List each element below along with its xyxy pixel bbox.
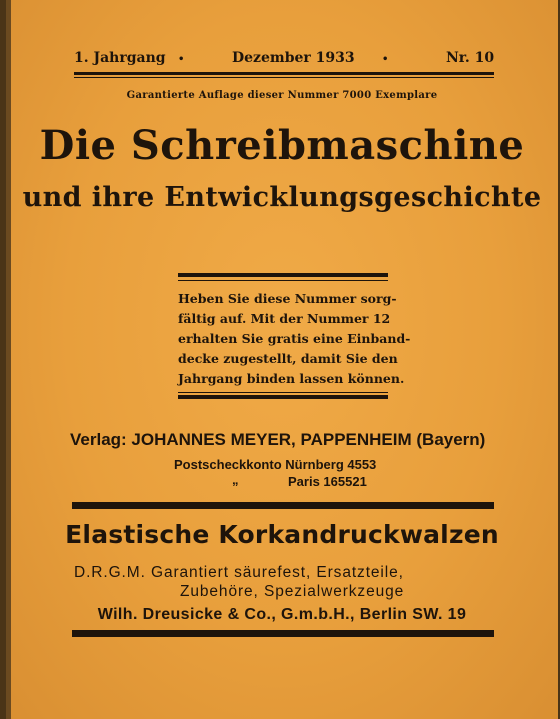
- notice-line: decke zugestellt, damit Sie den: [178, 351, 398, 366]
- header-rule-thin: [74, 77, 494, 78]
- publisher-line: Verlag: JOHANNES MEYER, PAPPENHEIM (Bayern): [70, 430, 486, 449]
- print-run-tagline: Garantierte Auflage dieser Nummer 7000 Exemplare: [126, 90, 438, 101]
- issue-number: Nr. 10: [446, 50, 495, 66]
- advert-rule-bottom: [72, 630, 494, 637]
- subtitle: und ihre Entwicklungsgeschichte: [22, 182, 542, 213]
- magazine-cover: [6, 0, 558, 719]
- notice-line: Jahrgang binden lassen können.: [178, 371, 405, 386]
- notice-rule-bottom-thin: [178, 392, 388, 393]
- notice-rule-top: [178, 273, 388, 277]
- notice-line: fältig auf. Mit der Nummer 12: [178, 311, 391, 326]
- advert-rule-top: [72, 502, 494, 509]
- header-rule: [74, 72, 494, 75]
- advert-title: Elastische Korkandruckwalzen: [65, 520, 499, 549]
- issue-date: Dezember 1933: [232, 50, 355, 66]
- volume-label: 1. Jahrgang: [74, 50, 166, 66]
- notice-line: Heben Sie diese Nummer sorg-: [178, 291, 397, 306]
- ditto-mark: „: [232, 472, 239, 487]
- main-title: Die Schreibmaschine: [39, 122, 525, 169]
- notice-rule-bottom: [178, 395, 388, 399]
- separator-dot: •: [382, 54, 389, 65]
- separator-dot: •: [178, 54, 185, 65]
- notice-line: erhalten Sie gratis eine Einband-: [178, 331, 411, 346]
- postal-account-paris: Paris 165521: [288, 474, 367, 489]
- notice-rule-top-thin: [178, 280, 388, 281]
- advert-line: Zubehöre, Spezialwerkzeuge: [180, 583, 405, 600]
- advert-line: D.R.G.M. Garantiert säurefest, Ersatzteile,: [74, 564, 404, 581]
- advert-firm: Wilh. Dreusicke & Co., G.m.b.H., Berlin SW. 19: [97, 606, 467, 623]
- postal-account-nuernberg: Postscheckkonto Nürnberg 4553: [174, 457, 377, 472]
